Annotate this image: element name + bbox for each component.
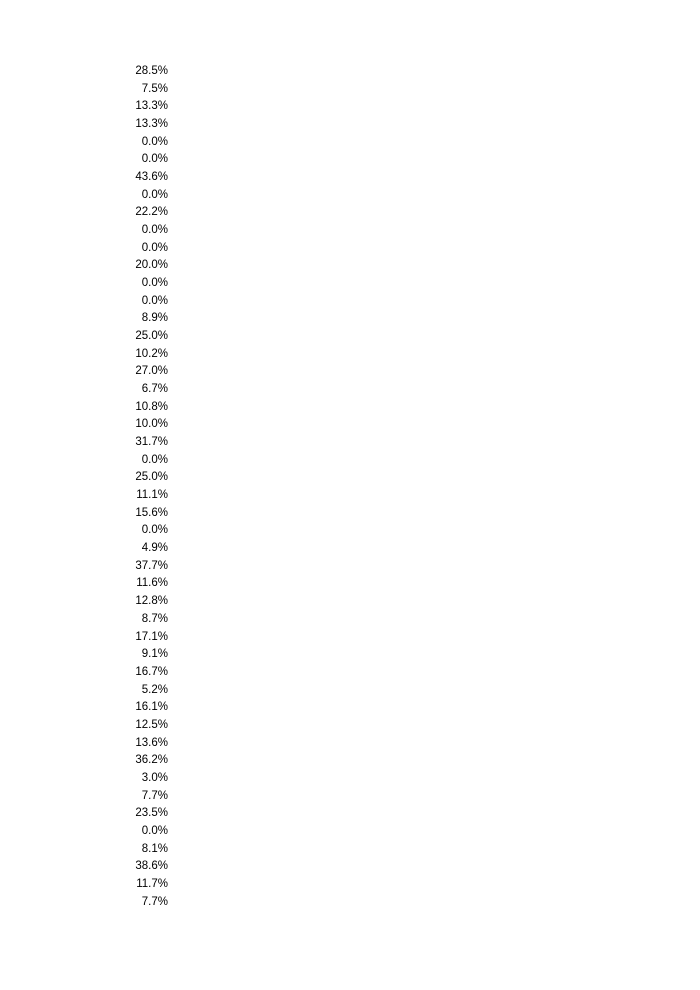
percent-cell: 27.0% xyxy=(135,365,168,378)
percent-cell: 8.7% xyxy=(141,612,168,625)
percent-cell: 0.0% xyxy=(141,294,168,307)
percent-cell: 38.6% xyxy=(135,860,168,873)
percent-cell: 12.5% xyxy=(135,718,168,731)
percent-cell: 20.0% xyxy=(135,259,168,272)
percent-cell: 43.6% xyxy=(135,171,168,184)
percent-cell: 16.7% xyxy=(135,665,168,678)
percent-cell: 4.9% xyxy=(141,542,168,555)
percent-cell: 7.5% xyxy=(141,82,168,95)
percent-cell: 13.6% xyxy=(135,736,168,749)
percent-cell: 28.5% xyxy=(135,65,168,77)
percent-cell: 9.1% xyxy=(141,648,168,661)
percent-cell: 0.0% xyxy=(141,824,168,837)
percent-cell: 15.6% xyxy=(135,506,168,519)
percent-cell: 5.2% xyxy=(141,683,168,696)
percent-cell: 8.9% xyxy=(141,312,168,325)
percent-cell: 17.1% xyxy=(135,630,168,643)
percent-cell: 37.7% xyxy=(135,559,168,572)
percent-cell: 23.5% xyxy=(135,807,168,820)
percent-cell: 3.0% xyxy=(141,771,168,784)
percent-column xyxy=(112,63,168,911)
percent-cell: 0.0% xyxy=(141,277,168,290)
percent-cell: 11.6% xyxy=(136,577,168,590)
percent-cell: 8.1% xyxy=(141,842,168,855)
percent-cell: 7.7% xyxy=(141,789,168,802)
percent-cell: 0.0% xyxy=(141,224,168,237)
percent-cell: 12.8% xyxy=(135,595,168,608)
percent-cell: 11.7% xyxy=(136,877,168,890)
percent-cell: 0.0% xyxy=(141,153,168,166)
percent-cell: 10.8% xyxy=(135,400,168,413)
percent-cell: 6.7% xyxy=(141,383,168,396)
percent-cell: 10.0% xyxy=(135,418,168,431)
percent-cell: 0.0% xyxy=(141,241,168,254)
percent-cell: 22.2% xyxy=(135,206,168,219)
percent-cell: 0.0% xyxy=(141,524,168,537)
percent-cell: 11.1% xyxy=(136,489,168,502)
percent-cell: 7.7% xyxy=(141,895,168,908)
percent-cell: 0.0% xyxy=(141,453,168,466)
percent-cell: 10.2% xyxy=(135,347,168,360)
percent-cell: 0.0% xyxy=(141,188,168,201)
percent-cell: 13.3% xyxy=(135,118,168,131)
percent-cell: 36.2% xyxy=(135,754,168,767)
percent-cell: 0.0% xyxy=(141,135,168,148)
percent-cell: 13.3% xyxy=(135,100,168,113)
percent-cell: 25.0% xyxy=(135,471,168,484)
percent-cell: 31.7% xyxy=(135,436,168,449)
percent-cell: 25.0% xyxy=(135,330,168,343)
percent-cell: 16.1% xyxy=(135,701,168,714)
